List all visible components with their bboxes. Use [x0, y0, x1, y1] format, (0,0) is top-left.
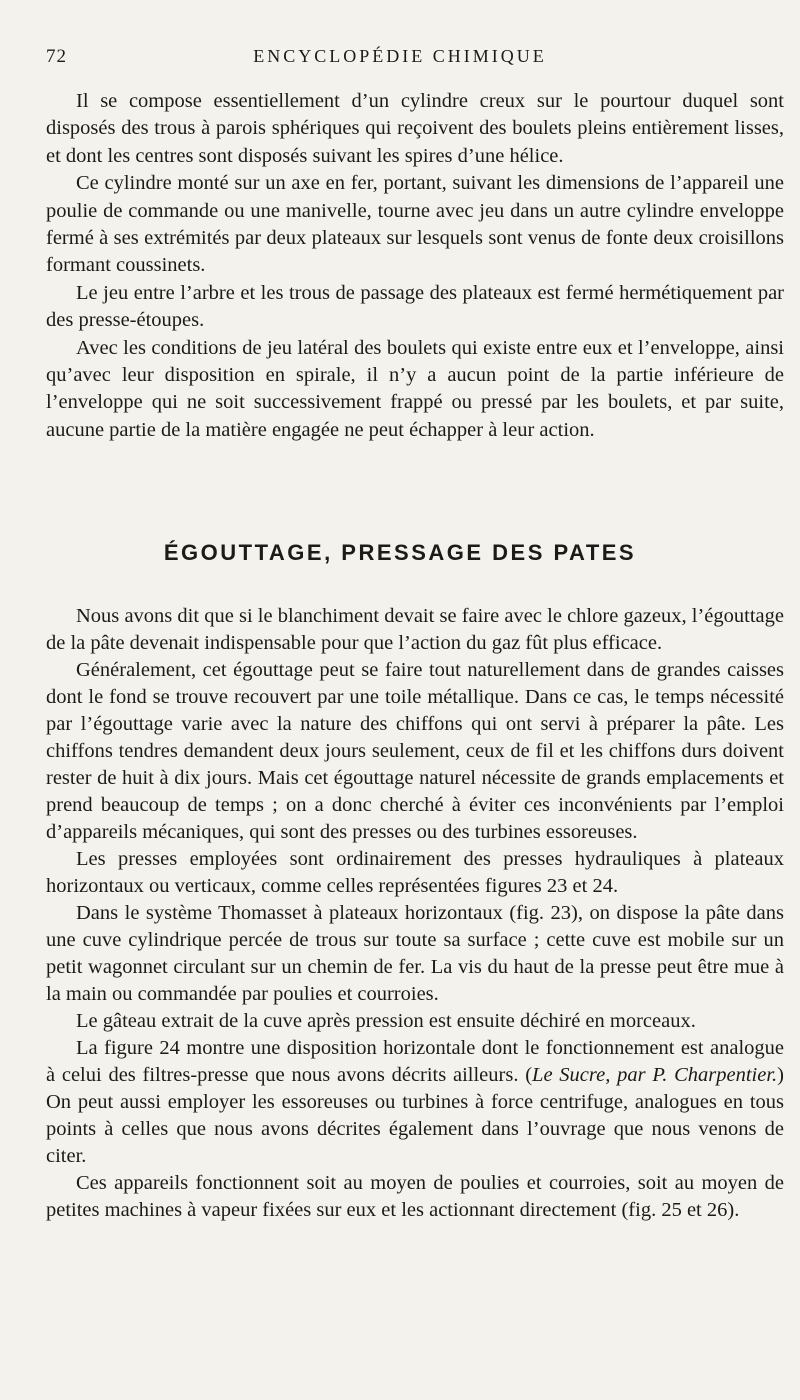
paragraph-text: La figure 24 montre une disposition horizontale dont le fonctionnement est analogue à celui des filtres-presse que nous avons décrits ailleurs. (	[46, 1037, 784, 1086]
paragraph: Nous avons dit que si le blanchiment devait se faire avec le chlore gazeux, l’égouttage de la pâte devenait indispensable pour que l’action du gaz fût plus efficace.	[46, 605, 784, 654]
running-head	[46, 46, 754, 74]
page-number: 72	[46, 46, 67, 67]
paragraph: Il se compose essentiellement d’un cylindre creux sur le pourtour duquel sont disposés des trous à parois sphériques qui reçoivent des boulets pleins entièrement lisses, et dont les centres sont disposés suivant les spires d’une hélice.	[46, 90, 784, 167]
running-title: ENCYCLOPÉDIE CHIMIQUE	[253, 46, 547, 66]
paragraph: Dans le système Thomasset à plateaux horizontaux (fig. 23), on dispose la pâte dans une cuve cylindrique percée de trous sur toute sa surface ; cette cuve est mobile sur un petit wagonnet circulant sur un chemin de fer. La vis du haut de la presse peut être mue à la main ou commandée par poulies et courroies.	[46, 902, 784, 1005]
citation-reference: Le Sucre, par P. Charpentier.	[532, 1064, 778, 1086]
paragraph: Le jeu entre l’arbre et les trous de passage des plateaux est fermé hermétiquement par des presse-étoupes.	[46, 281, 784, 332]
paragraph: Les presses employées sont ordinairement des presses hydrauliques à plateaux horizontaux ou verticaux, comme celles représentées figures 23 et 24.	[46, 848, 784, 897]
paragraph: Ces appareils fonctionnent soit au moyen de poulies et courroies, soit au moyen de petites machines à vapeur fixées sur eux et les actionnant directement (fig. 25 et 26).	[46, 1172, 784, 1221]
paragraph: Avec les conditions de jeu latéral des boulets qui existe entre eux et l’enveloppe, ainsi qu’avec leur disposition en spirale, il n’y a aucun point de la partie inférieure de l’enveloppe qui ne soit successivement frappé ou pressé par les boulets, et par suite, aucune partie de la matière engagée ne peut échapper à leur action.	[46, 336, 784, 441]
text-block-before-section	[46, 88, 784, 444]
text-block-section	[46, 603, 784, 1224]
paragraph-fig24	[46, 1035, 784, 1170]
paragraph: Le gâteau extrait de la cuve après pression est ensuite déchiré en morceaux.	[76, 1010, 696, 1032]
paragraph: Ce cylindre monté sur un axe en fer, portant, suivant les dimensions de l’appareil une poulie de commande ou une manivelle, tourne avec jeu dans un autre cylindre enveloppe fermé à ses extrémités par deux plateaux sur lesquels sont venus de fonte deux croisillons formant coussinets.	[46, 172, 784, 277]
paragraph-text: ) On peut aussi employer les essoreuses ou turbines à force centrifuge, analogues en tous points à celles que nous avons décrites également dans l’ouvrage que nous venons de citer.	[46, 1064, 784, 1167]
paragraph: Généralement, cet égouttage peut se faire tout naturellement dans de grandes caisses dont le fond se trouve recouvert par une toile métallique. Dans ce cas, le temps nécessité par l’égouttage varie avec la nature des chiffons qui ont servi à préparer la pâte. Les chiffons tendres demandent deux jours seulement, ceux de fil et les chiffons durs doivent rester de huit à dix jours. Mais cet égouttage naturel nécessite de grands emplacements et prend beaucoup de temps ; on a donc cherché à éviter ces inconvénients par l’emploi d’appareils mécaniques, qui sont des presses ou des turbines essoreuses.	[46, 659, 784, 843]
section-heading: ÉGOUTTAGE, PRESSAGE DES PATES	[163, 540, 637, 565]
